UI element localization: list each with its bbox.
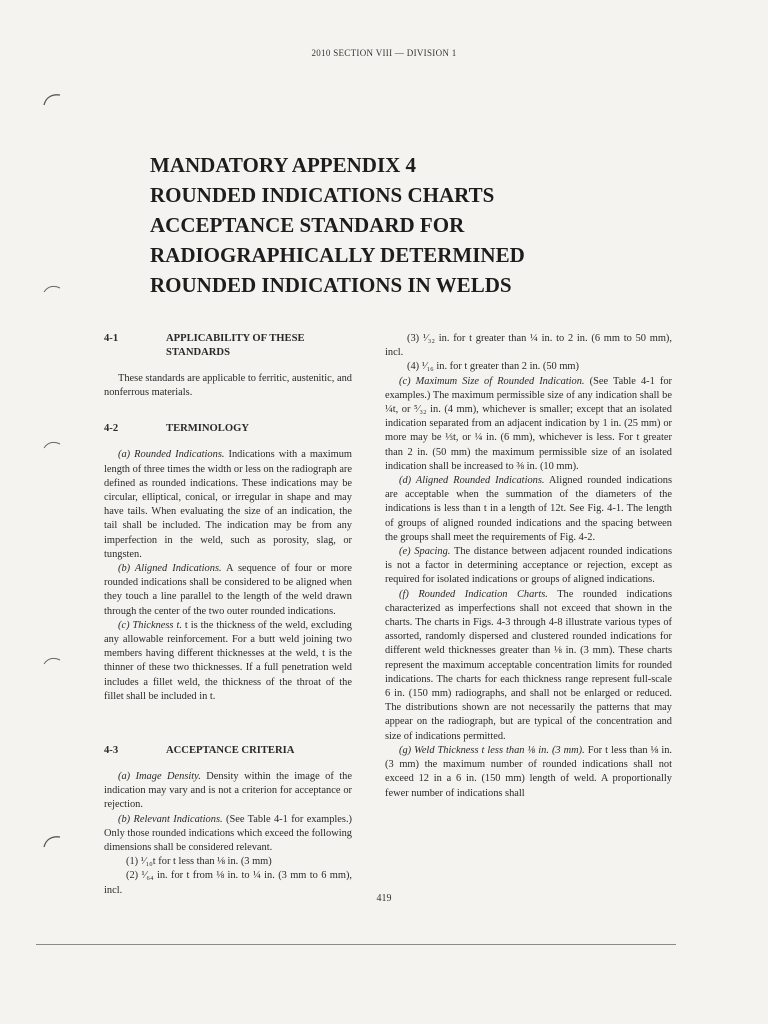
title-line: ACCEPTANCE STANDARD FOR (150, 213, 465, 237)
item-text: (See Table 4-1 for examples.) Only those rounded indications which exceed the following dimensions shall be considered relevant. (104, 813, 352, 854)
item-label: (f) Rounded Indication Charts. (399, 588, 548, 600)
section-title: APPLICABILITY OF THESE STANDARDS (166, 333, 305, 358)
paragraph: These standards are applicable to ferritic, austenitic, and nonferrous materials. (104, 373, 352, 399)
item-text: A sequence of four or more rounded indications shall be considered to be aligned when they touch a line parallel to the length of the weld drawn through the center of the two outer rounded indications. (104, 563, 352, 617)
item-label: (c) Maximum Size of Rounded Indication. (399, 375, 585, 387)
title-line: MANDATORY APPENDIX 4 (150, 153, 417, 177)
item-label: (g) Weld Thickness t less than ⅛ in. (3 mm). (399, 744, 585, 756)
page-number: 419 (376, 893, 392, 904)
right-column (385, 332, 672, 801)
paragraph (104, 562, 352, 619)
paragraph (385, 545, 672, 588)
binder-hole-mark-icon (42, 92, 62, 106)
item-text: t is the thickness of the weld, excluding any allowable reinforcement. For a butt weld joining two members having different thicknesses at the weld, t is the thinner of these two thicknesses. If a full penetration weld includes a fillet weld, the thickness of the throat of the fillet shall be included in t. (104, 619, 352, 702)
binder-hole-mark-icon (42, 436, 62, 450)
section-heading-4-3 (104, 744, 352, 758)
list-item: (2) ¹⁄₆₄ in. for t from ⅛ in. to ¼ in. (3 mm to 6 mm), incl. (104, 870, 352, 896)
section-number: 4-1 (104, 333, 119, 344)
item-text: (See Table 4-1 for examples.) The maximum permissible size of any indication shall be ¼t, or ⁵⁄₃₂ in. (4 mm), whichever is smaller; except that an isolated indication separated from an adjacent indication by 1 in. (25 mm) or more may be ⅓t, or ¼ in. (6 mm), whichever is less. For t greater than 2 in. (50 mm) the maximum permissible size of an isolated indication shall be increased to ⅜ in. (10 mm). (385, 375, 672, 472)
title-line: ROUNDED INDICATIONS IN WELDS (150, 273, 512, 297)
item-label: (a) Rounded Indications. (118, 449, 225, 461)
paragraph (385, 744, 672, 801)
item-label: (e) Spacing. (399, 546, 451, 558)
section-number: 4-2 (104, 423, 119, 435)
paragraph (104, 448, 352, 562)
item-text: Indications with a maximum length of three times the width or less on the radiograph are defined as rounded indications. These indications may be circular, elliptical, conical, or irregular in shape and may have tails. When evaluating the size of an indication, the tail shall be included. The indication may be from any imperfection in the weld, such as porosity, slag, or tungsten. (104, 449, 352, 560)
paragraph (104, 619, 352, 704)
item-text: For t less than ⅛ in. (3 mm) the maximum number of rounded indications shall not exceed 12 in a 6 in. (150 mm) length of weld. A proportionally fewer number of indications shall (385, 744, 672, 799)
list-item: (4) ¹⁄₁₆ in. for t greater than 2 in. (50 mm) (407, 361, 579, 373)
item-text: Aligned rounded indications are acceptable when the summation of the diameters of the indications is less than t in a length of 12t. See Fig. 4-1. The length of groups of aligned rounded indications and the spacing between the groups shall meet the requirements of Fig. 4-2. (385, 475, 673, 543)
section-number: 4-3 (104, 745, 119, 757)
binder-hole-mark-icon (42, 280, 62, 294)
paragraph (385, 588, 672, 744)
left-column (104, 332, 352, 898)
list-item: (1) ¹⁄₁₀t for t less than ⅛ in. (3 mm) (126, 856, 272, 868)
paragraph (104, 770, 352, 813)
item-text: The distance between adjacent rounded indications is not a factor in determining acceptance or rejection, except as required for isolated indications or groups of aligned indications. (385, 546, 672, 586)
section-heading-4-2 (104, 422, 352, 436)
title-line: ROUNDED INDICATIONS CHARTS (150, 183, 495, 207)
appendix-title (150, 150, 618, 300)
running-head: 2010 SECTION VIII — DIVISION 1 (311, 48, 457, 58)
item-label: (d) Aligned Rounded Indications. (399, 475, 545, 487)
item-label: (a) Image Density. (118, 771, 201, 783)
paragraph (385, 474, 672, 545)
title-line: RADIOGRAPHICALLY DETERMINED (150, 243, 525, 267)
item-label: (b) Relevant Indications. (118, 813, 223, 825)
item-label: (b) Aligned Indications. (118, 563, 222, 575)
item-label: (c) Thickness t. (118, 619, 182, 631)
paragraph (104, 813, 352, 856)
section-title: ACCEPTANCE CRITERIA (166, 745, 295, 757)
binder-hole-mark-icon (42, 652, 62, 666)
list-item: (3) ¹⁄₃₂ in. for t greater than ¼ in. to 2 in. (6 mm to 50 mm), incl. (385, 333, 672, 359)
section-title: TERMINOLOGY (166, 423, 249, 435)
bottom-rule (36, 944, 676, 945)
section-heading-4-1 (104, 332, 352, 360)
binder-hole-mark-icon (42, 834, 62, 848)
item-text: Density within the image of the indication may vary and is not a criterion for acceptance or rejection. (104, 771, 352, 811)
paragraph (385, 375, 672, 474)
item-text: The rounded indications characterized as imperfections shall not exceed that shown in the charts. The charts in Figs. 4-3 through 4-8 illustrate various types of assorted, randomly dispersed and clustered rounded indications for different weld thicknesses greater than ⅛ in. (3 mm). These charts represent the maximum acceptable concentration limits for rounded indications. The charts for each thickness range represent full-scale 6 in. (150 mm) radiographs, and shall not be enlarged or reduced. The distributions shown are not necessarily the patterns that may appear on the radiograph, but are typical of the concentration and size of indications permitted. (385, 588, 673, 742)
